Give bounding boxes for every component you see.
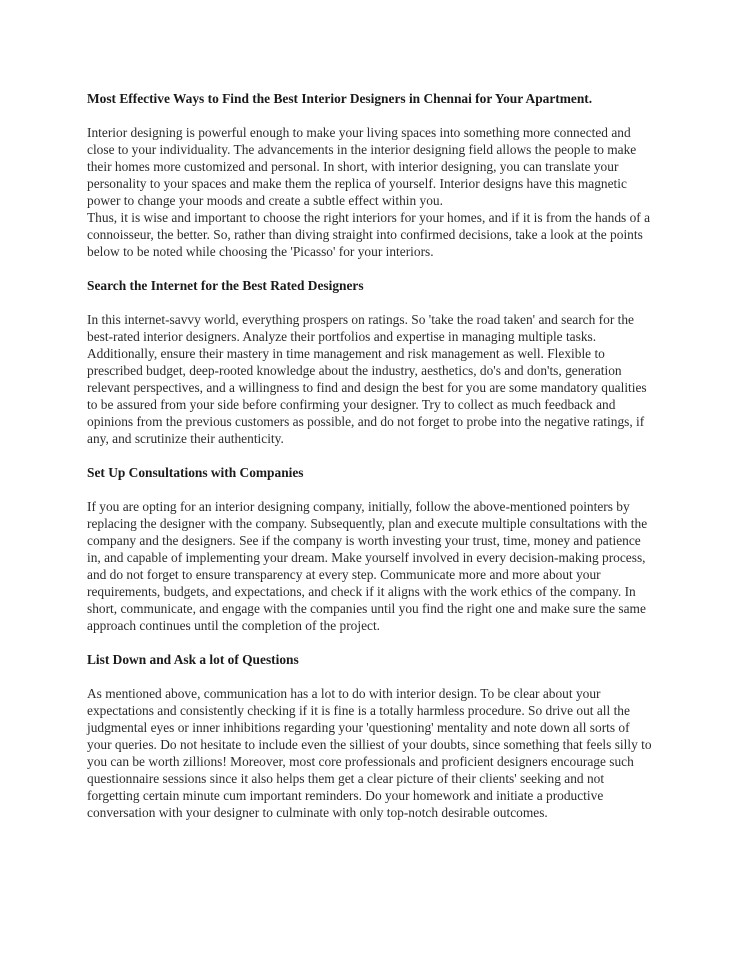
section-questions [87,651,653,821]
section-body: In this internet-savvy world, everything prospers on ratings. So 'take the road taken' and search for the best-rated interior designers. Analyze their portfolios and expertise in managing multiple tasks. Additionally, ensure their mastery in time management and risk management as well. Flexible to prescribed budget, deep-rooted knowledge about the industry, aesthetics, do's and don'ts, generation relevant perspectives, and a willingness to find and design the best for you are some mandatory qualities to be assured from your side before confirming your designer. Try to collect as much feedback and opinions from the previous customers as possible, and do not forget to probe into the negative ratings, if any, and scrutinize their authenticity. [87,312,647,446]
section-heading: Search the Internet for the Best Rated Designers [87,278,364,293]
section-consultations [87,464,653,634]
document-page [87,90,653,821]
section-body: If you are opting for an interior designing company, initially, follow the above-mentioned pointers by replacing the designer with the company. Subsequently, plan and execute multiple consultations with the company and the designers. See if the company is worth investing your trust, time, money and patience in, and capable of implementing your dream. Make yourself involved in every decision-making process, and do not forget to ensure transparency at every step. Communicate more and more about your requirements, budgets, and expectations, and check if it aligns with the work ethics of the company. In short, communicate, and engage with the companies until you find the right one and make sure the same approach continues until the completion of the project. [87,499,648,633]
section-heading: Set Up Consultations with Companies [87,465,304,480]
page-title: Most Effective Ways to Find the Best Interior Designers in Chennai for Your Apartment. [87,91,593,106]
intro-paragraph-1: Interior designing is powerful enough to make your living spaces into something more connected and close to your individuality. The advancements in the interior designing field allows the people to make their homes more customized and personal. In short, with interior designing, you can translate your personality to your spaces and make them the replica of yourself. Interior designs have this magnetic power to change your moods and create a subtle effect within you. [87,125,637,208]
section-search-internet [87,277,653,447]
section-body: As mentioned above, communication has a lot to do with interior design. To be clear about your expectations and consistently checking if it is fine is a totally harmless procedure. So drive out all the judgmental eyes or inner inhibitions regarding your 'questioning' mentality and note down all sorts of your queries. Do not hesitate to include even the silliest of your doubts, since something that feels silly to you can be worth zillions! Moreover, most core professionals and proficient designers encourage such questionnaire sessions since it also helps them get a clear picture of their clients' seeking and not forgetting certain minute cum important reminders. Do your homework and initiate a productive conversation with your designer to culminate with only top-notch desirable outcomes. [87,686,652,820]
section-heading: List Down and Ask a lot of Questions [87,652,299,667]
intro-paragraph-2: Thus, it is wise and important to choose the right interiors for your homes, and if it is from the hands of a connoisseur, the better. So, rather than diving straight into confirmed decisions, take a look at the points below to be noted while choosing the 'Picasso' for your interiors. [87,210,651,259]
